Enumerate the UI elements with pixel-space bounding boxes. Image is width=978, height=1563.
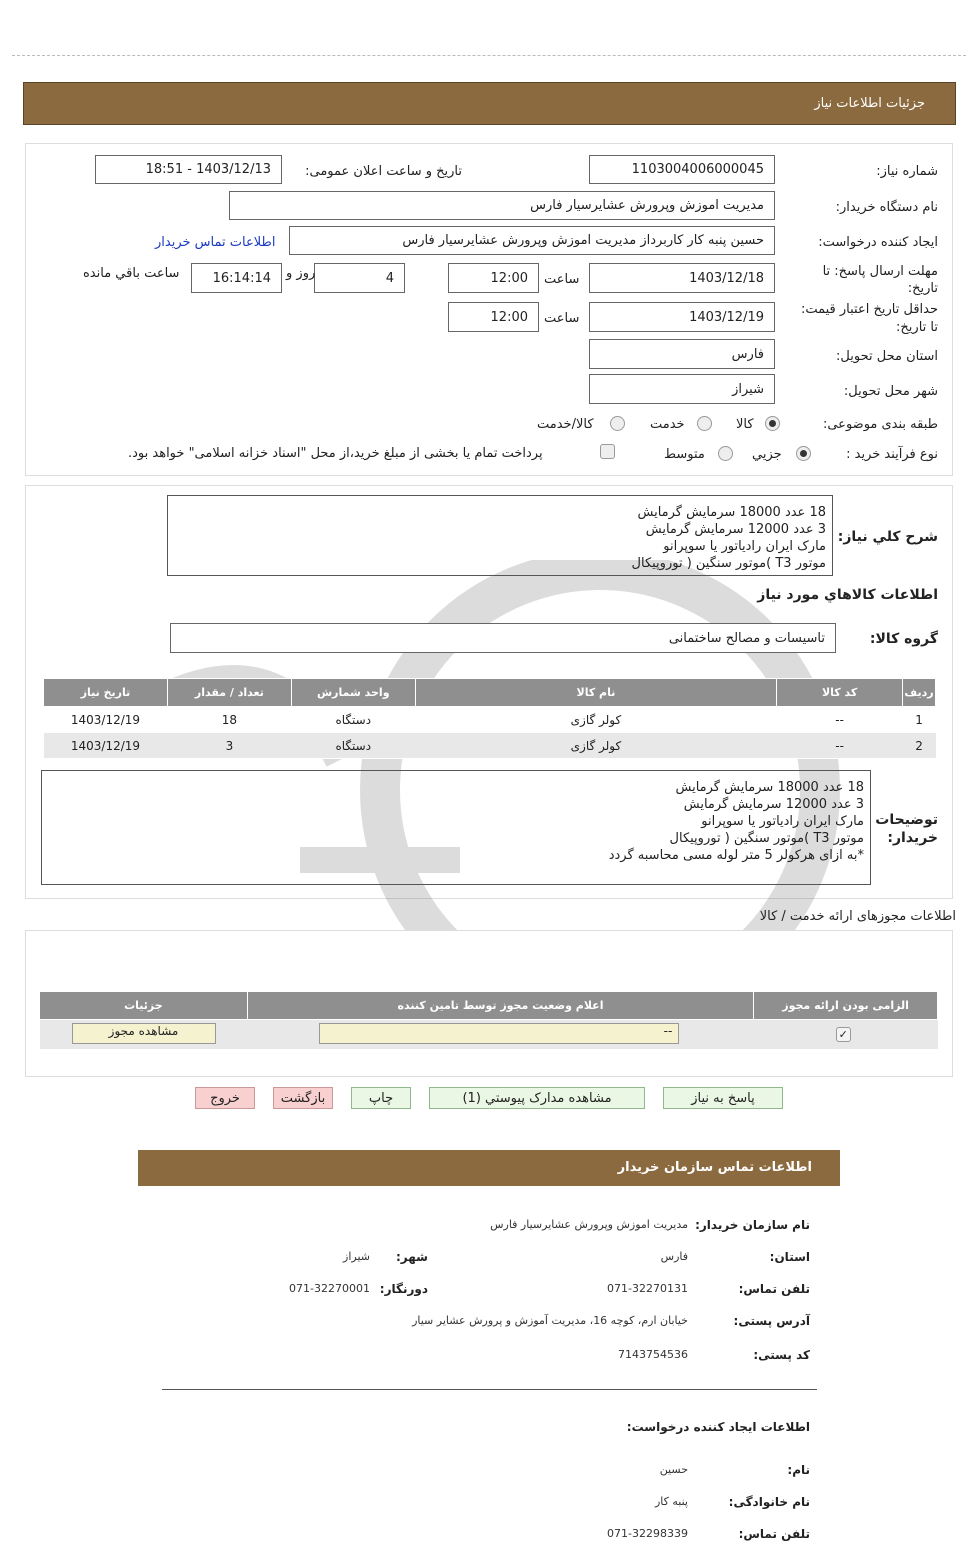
attachments-button[interactable]: مشاهده مدارک پیوستي (1)	[429, 1087, 645, 1109]
category-both-label: کالا/خدمت	[537, 417, 594, 432]
cell: 18	[167, 707, 291, 733]
summary-line: موتور T3 )موتور سنگین ( توروپیکال	[631, 556, 826, 571]
cell: --	[777, 733, 903, 759]
exit-button[interactable]: خروج	[195, 1087, 255, 1109]
reply-button[interactable]: پاسخ به نياز	[663, 1087, 783, 1109]
buyer-contact-link[interactable]: اطلاعات تماس خریدار	[155, 235, 276, 250]
contact-address-label: آدرس پستی:	[733, 1314, 810, 1328]
top-divider	[12, 55, 966, 56]
need-number-field: 1103004006000045	[589, 155, 775, 184]
table-row	[44, 707, 936, 733]
col-date: تاريخ نياز	[44, 679, 168, 707]
notes-line: 3 عدد 12000 سرمایش گرمایش	[683, 797, 864, 812]
contact-org-label: نام سازمان خریدار:	[695, 1218, 810, 1232]
cell: 1403/12/19	[44, 733, 168, 759]
creator-phone: 071-32298339	[607, 1527, 688, 1540]
deadline-date-field: 1403/12/18	[589, 263, 775, 293]
announce-label: تاریخ و ساعت اعلان عمومی:	[305, 164, 462, 179]
col-code: کد کالا	[777, 679, 903, 707]
contact-address: خیابان ارم، کوچه 16، مدیریت آموزش و پرورش عشایر سیار	[412, 1314, 688, 1327]
permits-title: اطلاعات مجوزهای ارائه خدمت / کالا	[759, 909, 956, 924]
category-service-radio[interactable]	[697, 416, 712, 431]
contact-province: فارس	[660, 1250, 688, 1263]
creator-name: حسین	[659, 1463, 688, 1476]
notes-line: موتور T3 )موتور سنگین ( توروپیکال	[669, 831, 864, 846]
deadline-time-label: ساعت	[544, 272, 580, 287]
page-header	[23, 82, 956, 125]
table-row	[44, 733, 936, 759]
announce-field: 1403/12/13 - 18:51	[95, 155, 282, 184]
category-both-radio[interactable]	[610, 416, 625, 431]
contact-org: مدیریت اموزش وپرورش عشایرسیار فارس	[490, 1218, 688, 1231]
purchase-medium-label: متوسط	[664, 447, 705, 462]
creator-info-title: اطلاعات ایجاد کننده درخواست:	[626, 1420, 810, 1434]
buyer-notes-box	[41, 770, 871, 885]
category-goods-radio[interactable]	[765, 416, 780, 431]
cell: کولر گازی	[415, 733, 776, 759]
notes-line: *به ازای هرکولر 5 متر لوله مسی محاسبه گردد	[608, 848, 864, 863]
creator-family: پنبه کار	[655, 1495, 688, 1508]
contact-phone-label: تلفن تماس:	[738, 1282, 810, 1296]
deadline-label-2: تاریخ:	[907, 281, 938, 296]
contact-postal: 7143754536	[618, 1348, 688, 1361]
summary-box	[167, 495, 833, 576]
remaining-time-field: 16:14:14	[191, 263, 282, 293]
back-button[interactable]: بازگشت	[273, 1087, 333, 1109]
contact-fax-label: دورنگار:	[379, 1282, 428, 1296]
city-label: شهر محل تحویل:	[843, 384, 938, 399]
cell: --	[777, 707, 903, 733]
permits-table	[39, 991, 938, 1050]
deadline-time-field: 12:00	[448, 263, 539, 293]
contact-province-label: استان:	[769, 1250, 810, 1264]
permits-header	[40, 992, 938, 1020]
validity-label-2: تا تاریخ:	[896, 320, 938, 335]
creator-family-label: نام خانوادگی:	[728, 1495, 810, 1509]
treasury-payment-note: پرداخت تمام یا بخشی از مبلغ خرید،از محل "اسناد خزانه اسلامی" خواهد بود.	[128, 446, 543, 461]
cell: 1	[903, 707, 936, 733]
category-label: طبقه بندی موضوعی:	[822, 417, 938, 432]
permit-status-field[interactable]: --	[319, 1023, 679, 1044]
goods-group-label: گروه کالا:	[869, 631, 938, 647]
cell	[247, 1020, 753, 1050]
validity-label: حداقل تاریخ اعتبار قیمت:	[800, 302, 938, 317]
col-row: رديف	[903, 679, 936, 707]
col-unit: واحد شمارش	[291, 679, 415, 707]
purchase-type-label: نوع فرآیند خرید :	[846, 447, 938, 462]
col-permit-details: جزئیات	[40, 992, 248, 1020]
contact-city-label: شهر:	[396, 1250, 428, 1264]
purchase-partial-radio[interactable]	[796, 446, 811, 461]
cell: کولر گازی	[415, 707, 776, 733]
buyer-org-field: مدیریت اموزش وپرورش عشایرسیار فارس	[229, 191, 775, 220]
cell: 1403/12/19	[44, 707, 168, 733]
buyer-org-label: نام دستگاه خریدار:	[835, 200, 938, 215]
validity-date-field: 1403/12/19	[589, 302, 775, 332]
validity-time-label: ساعت	[544, 311, 580, 326]
cell	[754, 1020, 938, 1050]
days-label: روز و	[286, 266, 316, 281]
print-button[interactable]: چاپ	[351, 1087, 411, 1109]
creator-phone-label: تلفن تماس:	[738, 1527, 810, 1541]
treasury-payment-checkbox[interactable]	[600, 444, 615, 459]
days-field: 4	[314, 263, 405, 293]
cell: 3	[167, 733, 291, 759]
buyer-notes-label-2: خريدار:	[887, 830, 938, 846]
notes-line: مارک ایران رادیاتور یا سوپرانو	[701, 814, 864, 829]
notes-line: 18 عدد 18000 سرمایش گرمایش	[675, 780, 864, 795]
summary-line: 18 عدد 18000 سرمایش گرمایش	[637, 505, 826, 520]
col-name: نام کالا	[415, 679, 776, 707]
contact-divider	[162, 1389, 817, 1390]
city-field: شیراز	[589, 374, 775, 404]
creator-field: حسین پنبه کار کاربرداز مدیریت اموزش وپرورش عشایرسیار فارس	[289, 226, 775, 255]
need-number-label: شماره نیاز:	[876, 164, 938, 179]
province-label: استان محل تحویل:	[836, 349, 938, 364]
contact-city: شیراز	[343, 1250, 370, 1263]
purchase-partial-label: جزیي	[752, 447, 782, 462]
province-field: فارس	[589, 339, 775, 369]
creator-label: ایجاد کننده درخواست:	[818, 235, 938, 250]
cell: دستگاه	[291, 707, 415, 733]
buyer-notes-label: توضيحات	[875, 812, 938, 828]
col-qty: تعداد / مقدار	[167, 679, 291, 707]
contact-fax: 071-32270001	[289, 1282, 370, 1295]
cell: دستگاه	[291, 733, 415, 759]
contact-phone: 071-32270131	[607, 1282, 688, 1295]
remaining-label: ساعت باقي مانده	[83, 266, 180, 281]
summary-line: 3 عدد 12000 سرمایش گرمایش	[645, 522, 826, 537]
page-title: جزئیات اطلاعات نیاز	[814, 96, 925, 111]
cell	[40, 1020, 248, 1050]
col-permit-status: اعلام وضعیت مجوز توسط تامین کننده	[247, 992, 753, 1020]
permit-required-checkbox: ✓	[836, 1027, 851, 1042]
goods-section-title: اطلاعات کالاهاي مورد نياز	[757, 587, 938, 603]
goods-table-header	[44, 679, 936, 707]
cell: 2	[903, 733, 936, 759]
contact-header	[138, 1150, 840, 1186]
validity-time-field: 12:00	[448, 302, 539, 332]
contact-title: اطلاعات تماس سازمان خریدار	[617, 1160, 812, 1175]
category-service-label: خدمت	[650, 417, 685, 432]
summary-line: مارک ایران رادیاتور یا سوپرانو	[663, 539, 826, 554]
creator-name-label: نام:	[787, 1463, 810, 1477]
goods-table	[43, 678, 936, 759]
goods-group-field: تاسیسات و مصالح ساختمانی	[170, 623, 836, 653]
category-goods-label: کالا	[736, 417, 754, 432]
deadline-label: مهلت ارسال پاسخ: تا	[822, 264, 938, 279]
view-permit-button[interactable]: مشاهده مجوز	[72, 1023, 216, 1044]
purchase-medium-radio[interactable]	[718, 446, 733, 461]
table-row	[40, 1020, 938, 1050]
col-permit-required: الزامی بودن ارائه مجوز	[754, 992, 938, 1020]
summary-label: شرح کلي نياز:	[837, 529, 938, 545]
contact-postal-label: کد پستی:	[753, 1348, 810, 1362]
